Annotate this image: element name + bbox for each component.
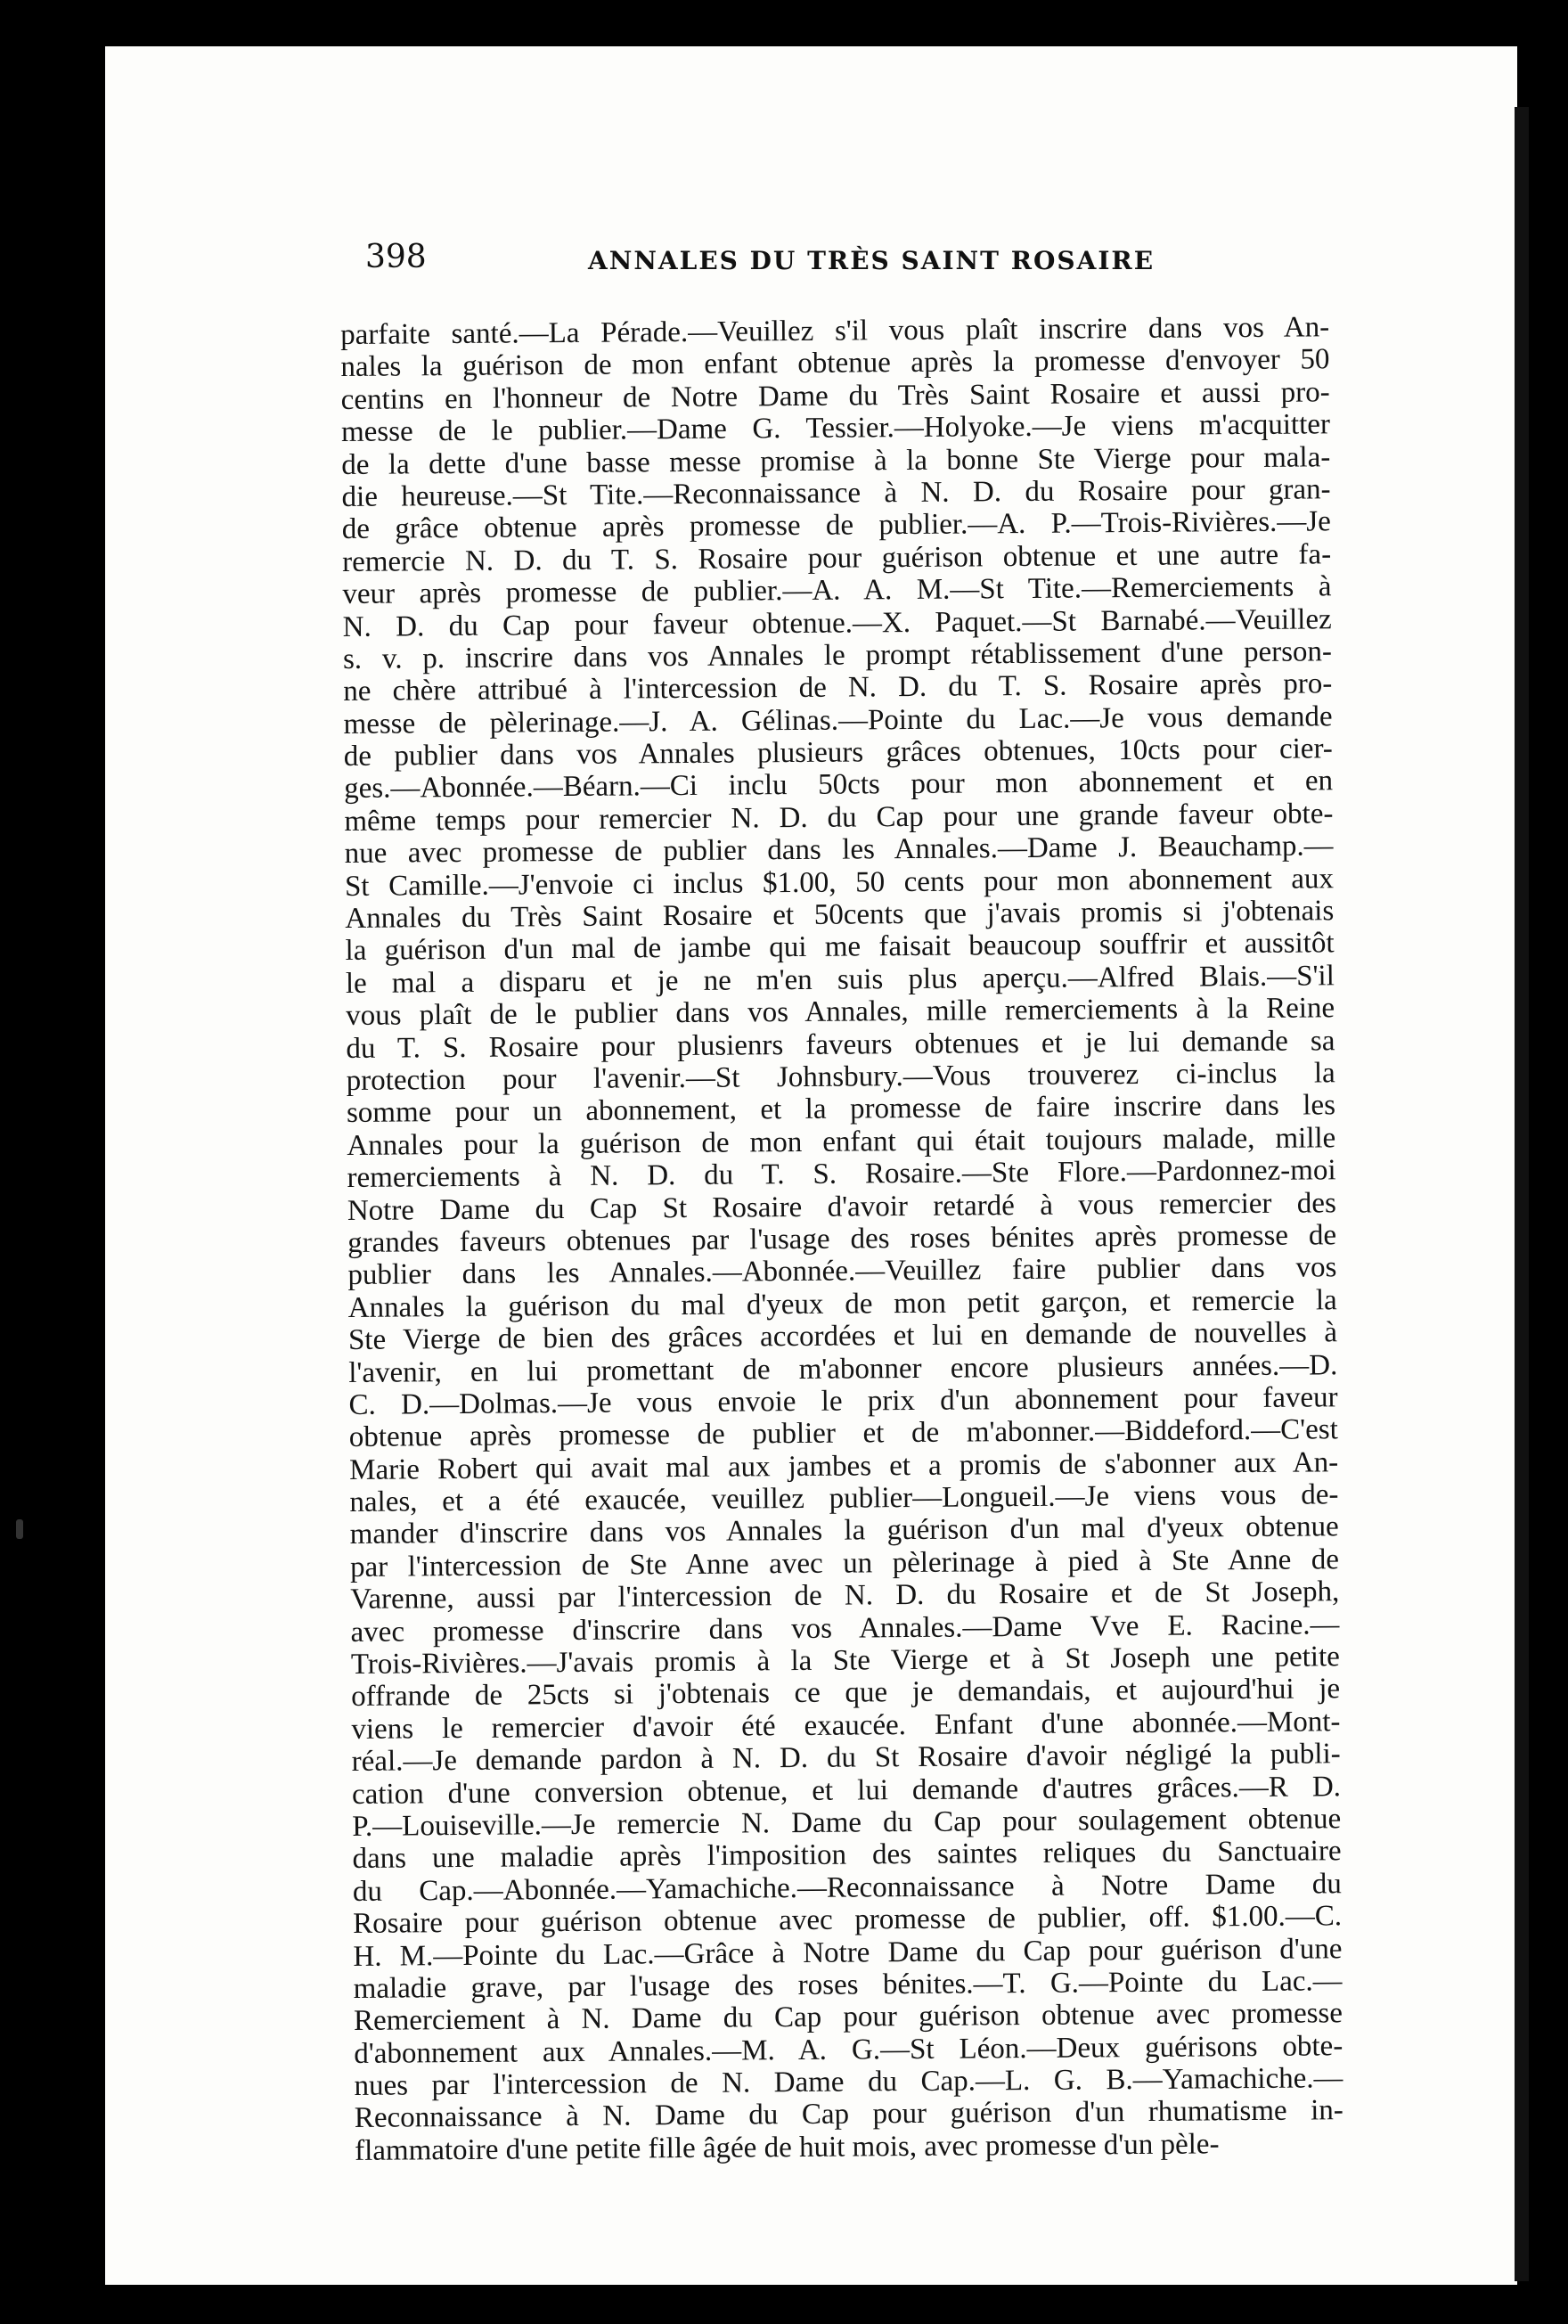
text-line: St Camille.—J'envoie ci inclus $1.00, 50 cents pour mon abonnement aux (344, 862, 1335, 903)
text-line: messe de le publier.—Dame G. Tessier.—Holyoke.—Je viens m'acquitter (340, 408, 1331, 449)
text-line: Reconnaissance à N. Dame du Cap pour guérison d'un rhumatisme in- (354, 2094, 1343, 2135)
text-line: flammatoire d'une petite fille âgée de huit mois, avec promesse d'un pèle- (355, 2128, 1220, 2167)
text-line: de publier dans vos Annales plusieurs grâces obtenues, 10cts pour cier- (343, 732, 1333, 773)
text-line: nales la guérison de mon enfant obtenue après la promesse d'envoyer 50 (340, 343, 1330, 384)
scan-speck (16, 1519, 23, 1539)
text-line: l'avenir, en lui promettant de m'abonner encore plusieurs années.—D. (348, 1348, 1338, 1389)
text-line: C. D.—Dolmas.—Je vous envoie le prix d'un abonnement pour faveur (348, 1381, 1338, 1421)
text-line: somme pour un abonnement, et la promesse de faire inscrire dans les (346, 1089, 1336, 1130)
text-line: dans une maladie après l'imposition des saintes reliques du Sanctuaire (352, 1835, 1342, 1876)
text-line: réal.—Je demande pardon à N. D. du St Rosaire d'avoir négligé la publi- (351, 1738, 1341, 1779)
text-line: obtenue après promesse de publier et de m'abonner.—Biddeford.—C'est (348, 1413, 1338, 1454)
text-line: die heureuse.—St Tite.—Reconnaissance à N. D. du Rosaire pour gran- (341, 473, 1331, 513)
text-line: ges.—Abonnée.—Béarn.—Ci inclu 50cts pour mon abonnement et en (344, 765, 1334, 806)
text-line: protection pour l'avenir.—St Johnsbury.—Vous trouverez ci-inclus la (346, 1057, 1335, 1097)
text-line: P.—Louiseville.—Je remercie N. Dame du Cap pour soulagement obtenue (352, 1803, 1342, 1843)
text-line: du Cap.—Abonnée.—Yamachiche.—Reconnaissance à Notre Dame du (352, 1867, 1342, 1908)
text-line: publier dans les Annales.—Abonnée.—Veuillez faire publier dans vos (347, 1251, 1337, 1292)
text-line: viens le remercier d'avoir été exaucée. Enfant d'une abonnée.—Mont- (351, 1706, 1341, 1746)
page-header (365, 239, 1167, 292)
page-number: 398 (365, 239, 427, 275)
body-text (340, 311, 1343, 2167)
text-line: d'abonnement aux Annales.—M. A. G.—St Léon.—Deux guérisons obte- (354, 2029, 1343, 2070)
text-line: Trois-Rivières.—J'avais promis à la Ste Vierge et à St Joseph une petite (350, 1641, 1340, 1681)
text-line: du T. S. Rosaire pour plusienrs faveurs obtenues et je lui demande sa (346, 1024, 1335, 1065)
text-line: Annales la guérison du mal d'yeux de mon petit garçon, et remercie la (347, 1283, 1337, 1324)
text-line: maladie grave, par l'usage des roses bénites.—T. G.—Pointe du Lac.— (353, 1965, 1343, 2005)
text-line: nue avec promesse de publier dans les Annales.—Dame J. Beauchamp.— (344, 830, 1334, 871)
text-line: remercie N. D. du T. S. Rosaire pour guérison obtenue et une autre fa- (342, 538, 1332, 578)
text-line: nues par l'intercession de N. Dame du Cap.—L. G. B.—Yamachiche.— (354, 2062, 1343, 2103)
text-line: s. v. p. inscrire dans vos Annales le prompt rétablissement d'une person- (342, 635, 1333, 675)
text-line: Notre Dame du Cap St Rosaire d'avoir retardé à vous remercier des (347, 1186, 1336, 1227)
book-spine-shadow (1515, 107, 1529, 2281)
text-line: Marie Robert qui avait mal aux jambes et a promis de s'abonner aux An- (349, 1445, 1339, 1486)
text-line: de grâce obtenue après promesse de publier.—A. P.—Trois-Rivières.—Je (341, 505, 1331, 546)
text-line: parfaite santé.—La Pérade.—Veuillez s'il vous plaît inscrire dans vos An- (340, 311, 1330, 351)
text-line: Varenne, aussi par l'intercession de N. D. du Rosaire et de St Joseph, (350, 1575, 1340, 1616)
text-line: offrande de 25cts si j'obtenais ce que je demandais, et aujourd'hui je (351, 1673, 1341, 1714)
text-line: ne chère attribué à l'intercession de N. D. du T. S. Rosaire après pro- (343, 667, 1333, 708)
text-line: Rosaire pour guérison obtenue avec promesse de publier, off. $1.00.—C. (353, 1900, 1343, 1941)
text-line: centins en l'honneur de Notre Dame du Très Saint Rosaire et aussi pro- (340, 376, 1330, 416)
text-line: par l'intercession de Ste Anne avec un pèlerinage à pied à Ste Anne de (349, 1543, 1340, 1583)
text-line: N. D. du Cap pour faveur obtenue.—X. Paquet.—St Barnabé.—Veuillez (342, 602, 1332, 643)
text-line: nales, et a été exaucée, veuillez publier—Longueil.—Je viens vous de- (349, 1478, 1339, 1519)
text-line: avec promesse d'inscrire dans vos Annales.—Dame Vve E. Racine.— (350, 1608, 1340, 1649)
text-line: Ste Vierge de bien des grâces accordées et lui en demande de nouvelles à (347, 1316, 1338, 1357)
text-line: Remerciement à N. Dame du Cap pour guérison obtenue avec promesse (353, 1997, 1343, 2038)
text-line: mander d'inscrire dans vos Annales la guérison d'un mal d'yeux obtenue (349, 1510, 1339, 1551)
text-line: vous plaît de le publier dans vos Annales, mille remerciements à la Reine (346, 992, 1335, 1033)
text-line: messe de pèlerinage.—J. A. Gélinas.—Pointe du Lac.—Je vous demande (343, 700, 1333, 741)
text-line: cation d'une conversion obtenue, et lui demande d'autres grâces.—R D. (351, 1770, 1342, 1811)
text-line: même temps pour remercier N. D. du Cap pour une grande faveur obte- (344, 798, 1334, 838)
text-line: veur après promesse de publier.—A. A. M.—St Tite.—Remerciements à (342, 570, 1332, 611)
text-line: remerciements à N. D. du T. S. Rosaire.—Ste Flore.—Pardonnez-moi (347, 1154, 1336, 1195)
text-line: la guérison d'un mal de jambe qui me faisait beaucoup souffrir et aussitôt (345, 927, 1335, 968)
text-line: de la dette d'une basse messe promise à la bonne Ste Vierge pour mala- (341, 440, 1331, 481)
text-line: H. M.—Pointe du Lac.—Grâce à Notre Dame du Cap pour guérison d'une (353, 1932, 1343, 1973)
text-line: Annales pour la guérison de mon enfant qui était toujours malade, mille (347, 1122, 1336, 1162)
text-line: Annales du Très Saint Rosaire et 50cents que j'avais promis si j'obtenais (345, 895, 1335, 936)
text-line: grandes faveurs obtenues par l'usage des roses bénites après promesse de (347, 1219, 1337, 1259)
running-head: ANNALES DU TRÈS SAINT ROSAIRE (588, 246, 1156, 275)
text-line: le mal a disparu et je ne m'en suis plus aperçu.—Alfred Blais.—S'il (345, 960, 1335, 1000)
